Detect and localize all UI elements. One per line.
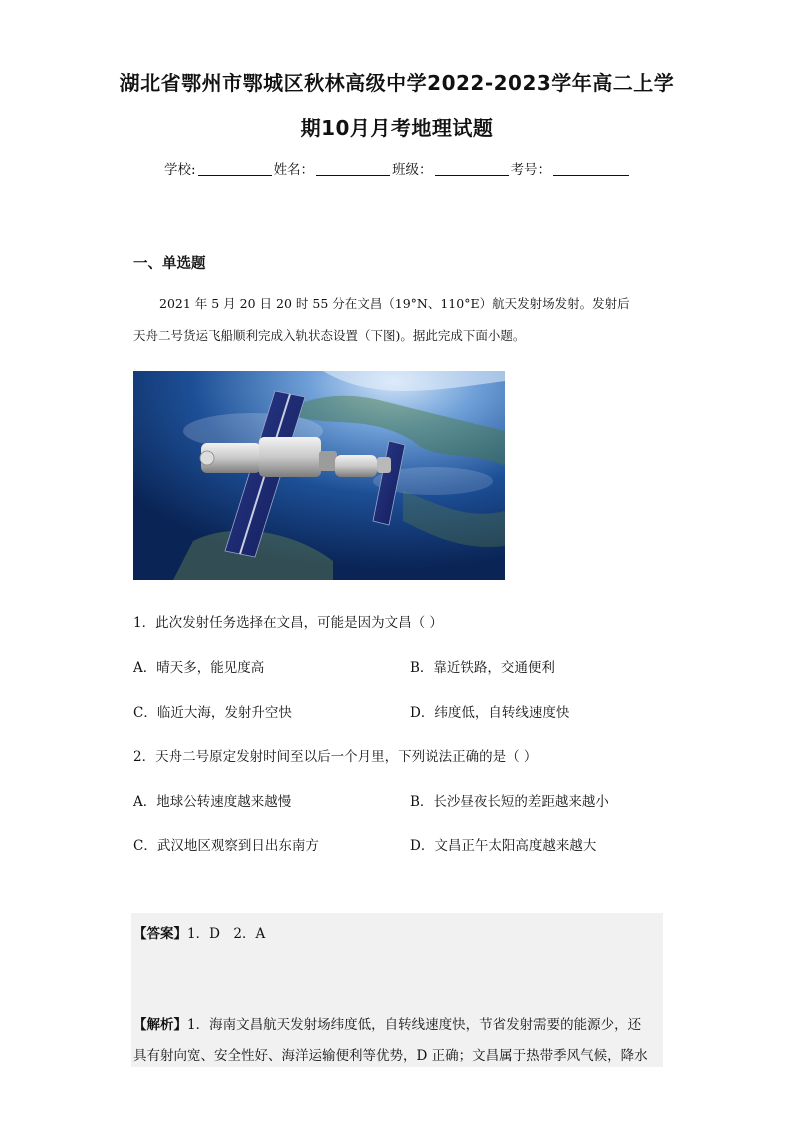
analysis-line-2: 具有射向宽、安全性好、海洋运输便利等优势，D 正确；文昌属于热带季风气候，降水 [133, 1048, 648, 1064]
number-blank[interactable] [553, 161, 629, 176]
question-2-option-c[interactable]: C．武汉地区观察到日出东南方 [133, 838, 319, 854]
analysis-text-1: 1．海南文昌航天发射场纬度低，自转线速度快，节省发射需要的能源少，还 [187, 1017, 642, 1033]
space-station-illustration [133, 371, 505, 580]
name-label: 姓名： [273, 162, 315, 178]
number-label: 考号： [510, 162, 552, 178]
question-2-option-b[interactable]: B．长沙昼夜长短的差距越来越小 [410, 794, 609, 810]
name-blank[interactable] [316, 161, 390, 176]
answer-text: 1．D 2．A [187, 926, 266, 942]
answer-line [133, 922, 265, 942]
class-label: 班级： [392, 162, 433, 178]
space-station-image [133, 371, 505, 580]
question-2-option-d[interactable]: D．文昌正午太阳高度越来越大 [410, 838, 597, 854]
question-1-stem: 1．此次发射任务选择在文昌，可能是因为文昌（ ） [133, 615, 443, 631]
passage-line-1: 2021 年 5 月 20 日 20 时 55 分在文昌（19°N、110°E）航天发射场发射。发射后 [159, 296, 630, 311]
question-1-option-b[interactable]: B．靠近铁路，交通便利 [410, 660, 555, 676]
class-blank[interactable] [435, 161, 509, 176]
question-2-stem: 2．天舟二号原定发射时间至以后一个月里，下列说法正确的是（ ） [133, 749, 538, 765]
analysis-label: 【解析】 [133, 1017, 187, 1033]
passage-line-2: 天舟二号货运飞船顺利完成入轨状态设置（下图)。据此完成下面小题。 [133, 328, 526, 343]
question-1-option-d[interactable]: D．纬度低，自转线速度快 [410, 705, 570, 721]
question-2-option-a[interactable]: A．地球公转速度越来越慢 [133, 794, 292, 810]
page-title-line2: 期10月月考地理试题 [300, 116, 494, 140]
student-info-row [164, 158, 631, 178]
analysis-line-1 [133, 1013, 641, 1033]
question-1-option-c[interactable]: C．临近大海，发射升空快 [133, 705, 292, 721]
answer-label: 【答案】 [133, 926, 187, 942]
section-title: 一、单选题 [133, 256, 206, 272]
school-label: 学校: [164, 162, 196, 178]
school-blank[interactable] [198, 161, 272, 176]
page-title-line1: 湖北省鄂州市鄂城区秋林高级中学2022-2023学年高二上学 [119, 71, 675, 95]
question-1-option-a[interactable]: A．晴天多，能见度高 [133, 660, 265, 676]
